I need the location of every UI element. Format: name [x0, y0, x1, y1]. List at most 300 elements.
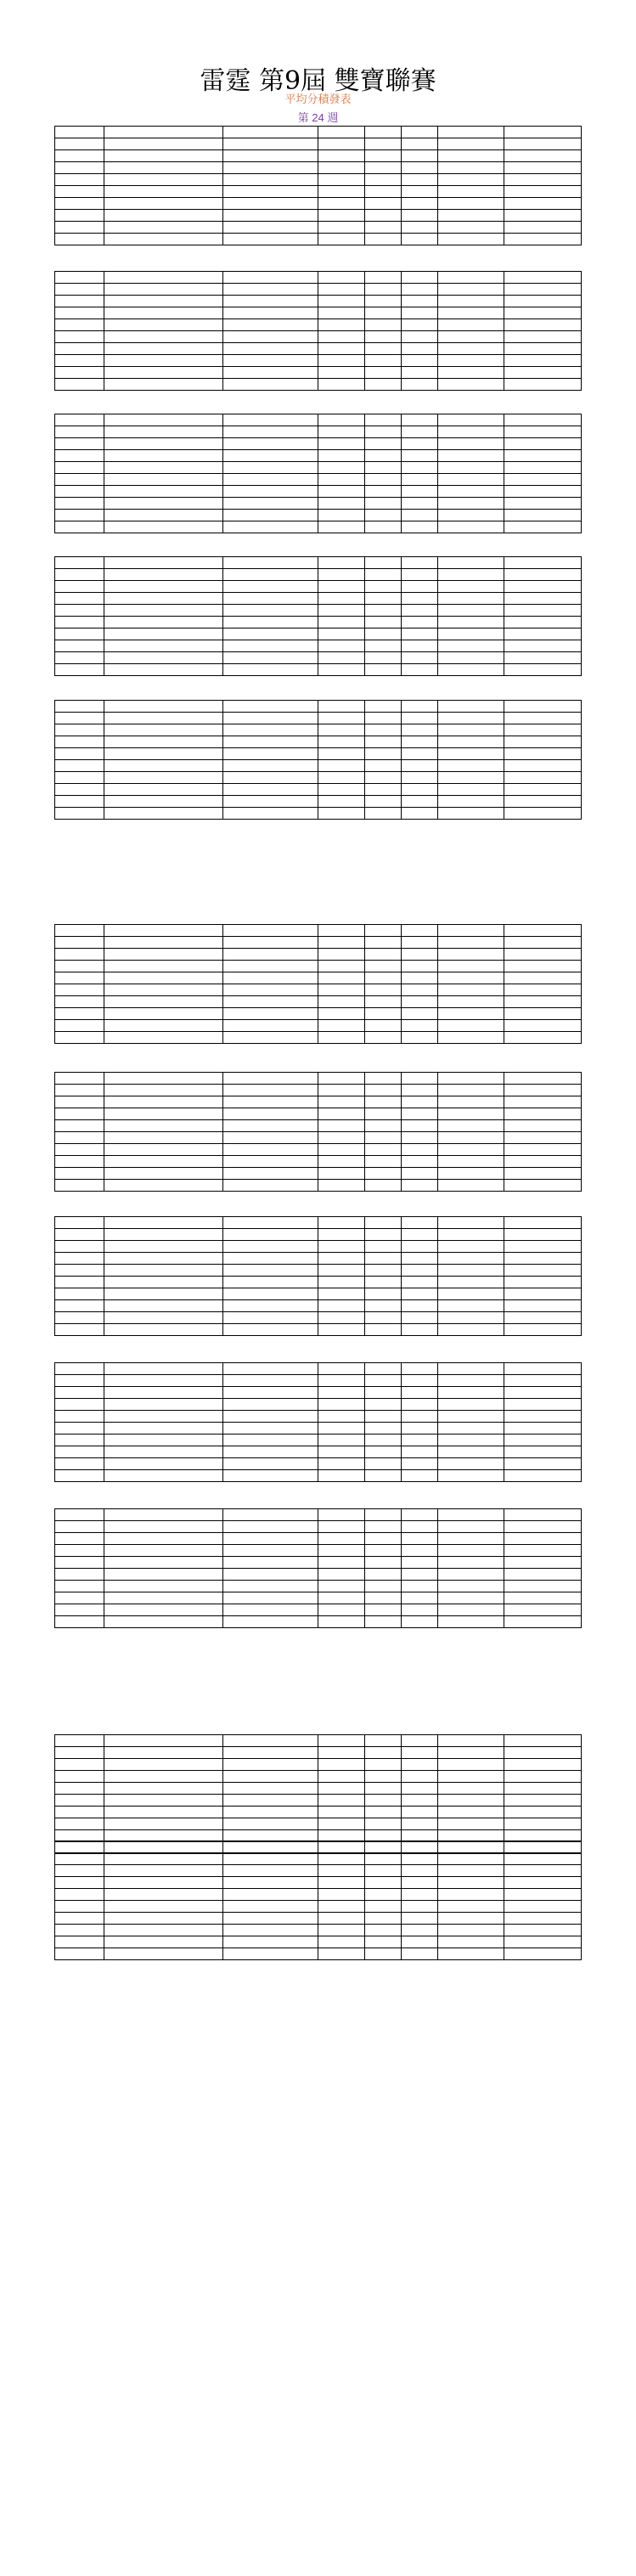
hdcp-pins — [223, 1948, 318, 1960]
blank-cell — [402, 1913, 438, 1925]
player-row — [55, 1569, 582, 1581]
average — [318, 1253, 365, 1265]
player-row — [55, 1521, 582, 1533]
prev-avg — [55, 593, 104, 605]
adj-games — [504, 736, 582, 748]
blank-cell — [223, 1423, 318, 1435]
blank-row — [55, 640, 582, 652]
blank-cell — [318, 1168, 365, 1180]
blank-cell — [504, 1168, 582, 1180]
adjust — [402, 1545, 438, 1557]
games — [365, 474, 402, 486]
average — [318, 1533, 365, 1545]
blank-cell — [55, 379, 104, 391]
total-pins — [223, 724, 318, 736]
player-row — [55, 474, 582, 486]
blank-cell — [55, 1312, 104, 1324]
adjust — [402, 724, 438, 736]
blank-cell — [402, 1446, 438, 1458]
adj-games — [504, 1759, 582, 1771]
adj-pins — [438, 450, 504, 462]
blank-cell — [365, 1818, 402, 1830]
games — [365, 1288, 402, 1300]
hdcp-games — [365, 664, 402, 676]
prev-avg — [55, 1771, 104, 1783]
player-name — [104, 1265, 223, 1277]
player-name — [104, 1759, 223, 1771]
adj-pins — [438, 1521, 504, 1533]
player-row — [55, 284, 582, 296]
average — [318, 1375, 365, 1387]
player-row — [55, 1557, 582, 1569]
column-avg — [318, 1073, 365, 1085]
adjust — [402, 1521, 438, 1533]
column-prev-avg — [55, 1841, 104, 1853]
column-adj-pins — [438, 272, 504, 284]
player-name — [104, 1795, 223, 1807]
player-row — [55, 1387, 582, 1399]
adj-games — [504, 1865, 582, 1877]
extra-games — [365, 510, 402, 521]
column-prev-avg — [55, 127, 104, 138]
blank-cell — [402, 1818, 438, 1830]
adj-games — [504, 1533, 582, 1545]
blank-cell — [504, 1818, 582, 1830]
blank-cell — [402, 198, 438, 210]
average — [318, 1399, 365, 1411]
games — [365, 724, 402, 736]
player-row — [55, 949, 582, 961]
team-header-row — [55, 1073, 582, 1085]
player-name — [104, 1229, 223, 1241]
adj-games — [504, 1229, 582, 1241]
prev-avg — [55, 581, 104, 593]
hdcp-pins — [223, 664, 318, 676]
adjust — [402, 961, 438, 972]
average — [318, 1120, 365, 1132]
adj-games — [504, 1853, 582, 1865]
total-pins — [223, 1889, 318, 1901]
average — [318, 1759, 365, 1771]
blank-cell — [504, 796, 582, 808]
blank-row — [55, 210, 582, 222]
blank-cell — [55, 1008, 104, 1020]
player-name — [104, 486, 223, 498]
blank-cell — [223, 510, 318, 521]
blank-cell — [438, 498, 504, 510]
blank-cell — [318, 234, 365, 245]
player-name — [104, 307, 223, 319]
adj-pins — [438, 1807, 504, 1818]
blank-row — [55, 331, 582, 343]
team-table — [54, 556, 582, 676]
player-name — [104, 569, 223, 581]
adj-pins — [438, 1759, 504, 1771]
total-pins — [223, 1759, 318, 1771]
blank-cell — [104, 1913, 223, 1925]
blank-cell — [318, 1458, 365, 1470]
average — [318, 1853, 365, 1865]
total-pins — [223, 605, 318, 617]
hdcp-row — [55, 1324, 582, 1336]
adj-games — [504, 1771, 582, 1783]
column-adjust — [402, 1073, 438, 1085]
average — [318, 296, 365, 307]
blank-cell — [55, 1032, 104, 1044]
adj-games — [504, 1521, 582, 1533]
adjust — [402, 1865, 438, 1877]
blank-cell — [318, 1604, 365, 1616]
blank-cell — [104, 1312, 223, 1324]
blank-cell — [104, 367, 223, 379]
adj-pins — [438, 949, 504, 961]
column-total-pins — [223, 1363, 318, 1375]
column-games — [365, 1509, 402, 1521]
prev-avg — [55, 1581, 104, 1592]
column-games — [365, 1217, 402, 1229]
player-row — [55, 605, 582, 617]
blank-cell — [504, 210, 582, 222]
team-name — [104, 925, 223, 937]
player-name — [104, 1581, 223, 1592]
column-avg — [318, 557, 365, 569]
blank-cell — [438, 331, 504, 343]
column-games — [365, 925, 402, 937]
games — [365, 1771, 402, 1783]
hdcp-pins — [223, 1324, 318, 1336]
prev-avg — [55, 1253, 104, 1265]
blank-cell — [223, 198, 318, 210]
player-row — [55, 150, 582, 162]
prev-avg — [55, 1877, 104, 1889]
blank-cell — [318, 1592, 365, 1604]
prev-avg — [55, 462, 104, 474]
blank-cell — [104, 760, 223, 772]
blank-cell — [402, 748, 438, 760]
player-row — [55, 1865, 582, 1877]
blank-cell — [223, 1020, 318, 1032]
adj-games — [504, 462, 582, 474]
average — [318, 1288, 365, 1300]
total-pins — [223, 474, 318, 486]
blank-row — [55, 1423, 582, 1435]
blank-cell — [55, 1324, 104, 1336]
prev-avg — [55, 972, 104, 984]
games — [365, 1399, 402, 1411]
average — [318, 581, 365, 593]
team-table — [54, 924, 582, 1044]
player-row — [55, 450, 582, 462]
prev-avg — [55, 1853, 104, 1865]
blank-cell — [365, 498, 402, 510]
blank-row — [55, 198, 582, 210]
blank-cell — [365, 331, 402, 343]
blank-cell — [223, 1008, 318, 1020]
blank-cell — [504, 331, 582, 343]
adj-games — [504, 1277, 582, 1288]
blank-row — [55, 784, 582, 796]
blank-cell — [104, 1008, 223, 1020]
blank-cell — [504, 343, 582, 355]
total-pins — [223, 937, 318, 949]
adj-games — [504, 1288, 582, 1300]
prev-avg — [55, 1241, 104, 1253]
adj-pins — [438, 972, 504, 984]
column-adj-pins — [438, 1073, 504, 1085]
adjust — [402, 1120, 438, 1132]
adj-games — [504, 1253, 582, 1265]
blank-cell — [402, 355, 438, 367]
player-name — [104, 1569, 223, 1581]
blank-cell — [223, 1925, 318, 1936]
games — [365, 1108, 402, 1120]
column-adjust — [402, 414, 438, 426]
hdcp-games — [365, 1180, 402, 1192]
adj-games — [504, 1241, 582, 1253]
hdcp-label — [104, 1180, 223, 1192]
blank-cell — [438, 379, 504, 391]
hdcp-pins — [223, 808, 318, 820]
blank-cell — [104, 628, 223, 640]
blank-cell — [55, 1156, 104, 1168]
average — [318, 713, 365, 724]
prev-avg — [55, 1096, 104, 1108]
hdcp-row — [55, 1948, 582, 1960]
blank-cell — [402, 1423, 438, 1435]
total-pins — [223, 961, 318, 972]
adj-games — [504, 296, 582, 307]
player-name — [104, 438, 223, 450]
games — [365, 486, 402, 498]
blank-cell — [223, 1913, 318, 1925]
blank-row — [55, 772, 582, 784]
total-pins — [223, 972, 318, 984]
games — [365, 949, 402, 961]
prev-avg — [55, 186, 104, 198]
player-row — [55, 1096, 582, 1108]
team-table — [54, 271, 582, 391]
blank-cell — [504, 1592, 582, 1604]
column-adj-games — [504, 1735, 582, 1747]
adj-games — [504, 949, 582, 961]
player-name — [104, 1533, 223, 1545]
player-row — [55, 1108, 582, 1120]
adj-pins — [438, 1557, 504, 1569]
blank-cell — [438, 367, 504, 379]
team-table — [54, 126, 582, 245]
blank-cell — [104, 331, 223, 343]
adjust — [402, 593, 438, 605]
adj-games — [504, 1581, 582, 1592]
average — [318, 972, 365, 984]
column-games — [365, 127, 402, 138]
adjust — [402, 186, 438, 198]
blank-cell — [318, 1144, 365, 1156]
blank-cell — [223, 628, 318, 640]
adj-pins — [438, 1877, 504, 1889]
adj-pins — [438, 996, 504, 1008]
blank-cell — [318, 1936, 365, 1948]
blank-cell — [504, 1324, 582, 1336]
blank-cell — [55, 1604, 104, 1616]
blank-cell — [318, 521, 365, 533]
hdcp-row — [55, 808, 582, 820]
adjust — [402, 949, 438, 961]
adjust — [402, 284, 438, 296]
blank-cell — [318, 510, 365, 521]
hdcp-label — [104, 234, 223, 245]
adj-pins — [438, 1265, 504, 1277]
games — [365, 569, 402, 581]
hdcp-pins — [223, 234, 318, 245]
games — [365, 284, 402, 296]
blank-cell — [504, 784, 582, 796]
adjust — [402, 150, 438, 162]
blank-cell — [318, 640, 365, 652]
prev-avg — [55, 605, 104, 617]
team-block — [54, 1216, 582, 1336]
player-row — [55, 1877, 582, 1889]
blank-cell — [55, 784, 104, 796]
blank-cell — [318, 1948, 365, 1960]
total-pins — [223, 1581, 318, 1592]
column-adj-pins — [438, 1735, 504, 1747]
hdcp-label — [104, 1616, 223, 1628]
adj-pins — [438, 1783, 504, 1795]
total-pins — [223, 1795, 318, 1807]
total-pins — [223, 1241, 318, 1253]
blank-cell — [223, 1604, 318, 1616]
blank-cell — [402, 664, 438, 676]
player-name — [104, 937, 223, 949]
blank-cell — [438, 1936, 504, 1948]
player-row — [55, 1545, 582, 1557]
player-name — [104, 1277, 223, 1288]
blank-cell — [438, 1032, 504, 1044]
hdcp-label — [104, 1032, 223, 1044]
blank-cell — [55, 1592, 104, 1604]
blank-cell — [318, 1020, 365, 1032]
player-name — [104, 1387, 223, 1399]
games — [365, 1521, 402, 1533]
player-name — [104, 1853, 223, 1865]
player-row — [55, 162, 582, 174]
player-name — [104, 1108, 223, 1120]
adj-pins — [438, 1096, 504, 1108]
column-games — [365, 414, 402, 426]
player-name — [104, 162, 223, 174]
team-name — [104, 1841, 223, 1853]
average — [318, 1795, 365, 1807]
adj-games — [504, 1569, 582, 1581]
adj-games — [504, 426, 582, 438]
prev-avg — [55, 713, 104, 724]
blank-cell — [365, 198, 402, 210]
hdcp-games — [365, 1470, 402, 1482]
column-total-pins — [223, 1509, 318, 1521]
player-row — [55, 736, 582, 748]
adjust — [402, 984, 438, 996]
column-adj-pins — [438, 1217, 504, 1229]
hdcp-row — [55, 234, 582, 245]
hdcp-pins — [223, 379, 318, 391]
prev-avg — [55, 1229, 104, 1241]
hdcp-row — [55, 1032, 582, 1044]
games — [365, 1759, 402, 1771]
blank-cell — [223, 1132, 318, 1144]
team-name — [104, 1073, 223, 1085]
adj-games — [504, 713, 582, 724]
team-table — [54, 700, 582, 820]
blank-cell — [504, 367, 582, 379]
prev-avg — [55, 1277, 104, 1288]
column-prev-avg — [55, 1509, 104, 1521]
blank-cell — [55, 1435, 104, 1446]
column-adj-pins — [438, 1841, 504, 1853]
team-table — [54, 1072, 582, 1192]
adjust — [402, 1387, 438, 1399]
team-name — [104, 272, 223, 284]
adjust — [402, 1277, 438, 1288]
hdcp-row — [55, 1470, 582, 1482]
column-total-pins — [223, 1841, 318, 1853]
adj-pins — [438, 1277, 504, 1288]
blank-cell — [223, 784, 318, 796]
blank-cell — [318, 1132, 365, 1144]
adj-pins — [438, 1241, 504, 1253]
blank-cell — [402, 210, 438, 222]
team-block — [54, 1072, 582, 1192]
column-prev-avg — [55, 1363, 104, 1375]
average — [318, 961, 365, 972]
blank-cell — [223, 652, 318, 664]
player-row — [55, 1265, 582, 1277]
games — [365, 1795, 402, 1807]
adj-pins — [438, 1387, 504, 1399]
prev-avg — [55, 1108, 104, 1120]
games — [365, 937, 402, 949]
games — [365, 1545, 402, 1557]
blank-cell — [438, 664, 504, 676]
adj-games — [504, 1557, 582, 1569]
player-name — [104, 961, 223, 972]
adj-games — [504, 1889, 582, 1901]
blank-cell — [402, 1300, 438, 1312]
blank-cell — [104, 1446, 223, 1458]
blank-cell — [318, 1423, 365, 1435]
blank-cell — [223, 343, 318, 355]
blank-cell — [223, 367, 318, 379]
blank-cell — [104, 1300, 223, 1312]
total-pins — [223, 1747, 318, 1759]
blank-cell — [318, 617, 365, 628]
adj-games — [504, 1120, 582, 1132]
blank-cell — [402, 1458, 438, 1470]
blank-row — [55, 343, 582, 355]
adj-games — [504, 450, 582, 462]
prev-avg — [55, 1387, 104, 1399]
player-row — [55, 713, 582, 724]
prev-avg — [55, 1521, 104, 1533]
page-subtitle: 平均分積發表 — [284, 93, 352, 105]
blank-cell — [55, 1020, 104, 1032]
adj-pins — [438, 174, 504, 186]
games — [365, 1387, 402, 1399]
blank-cell — [365, 760, 402, 772]
average — [318, 1085, 365, 1096]
blank-row — [55, 1132, 582, 1144]
player-name — [104, 1889, 223, 1901]
